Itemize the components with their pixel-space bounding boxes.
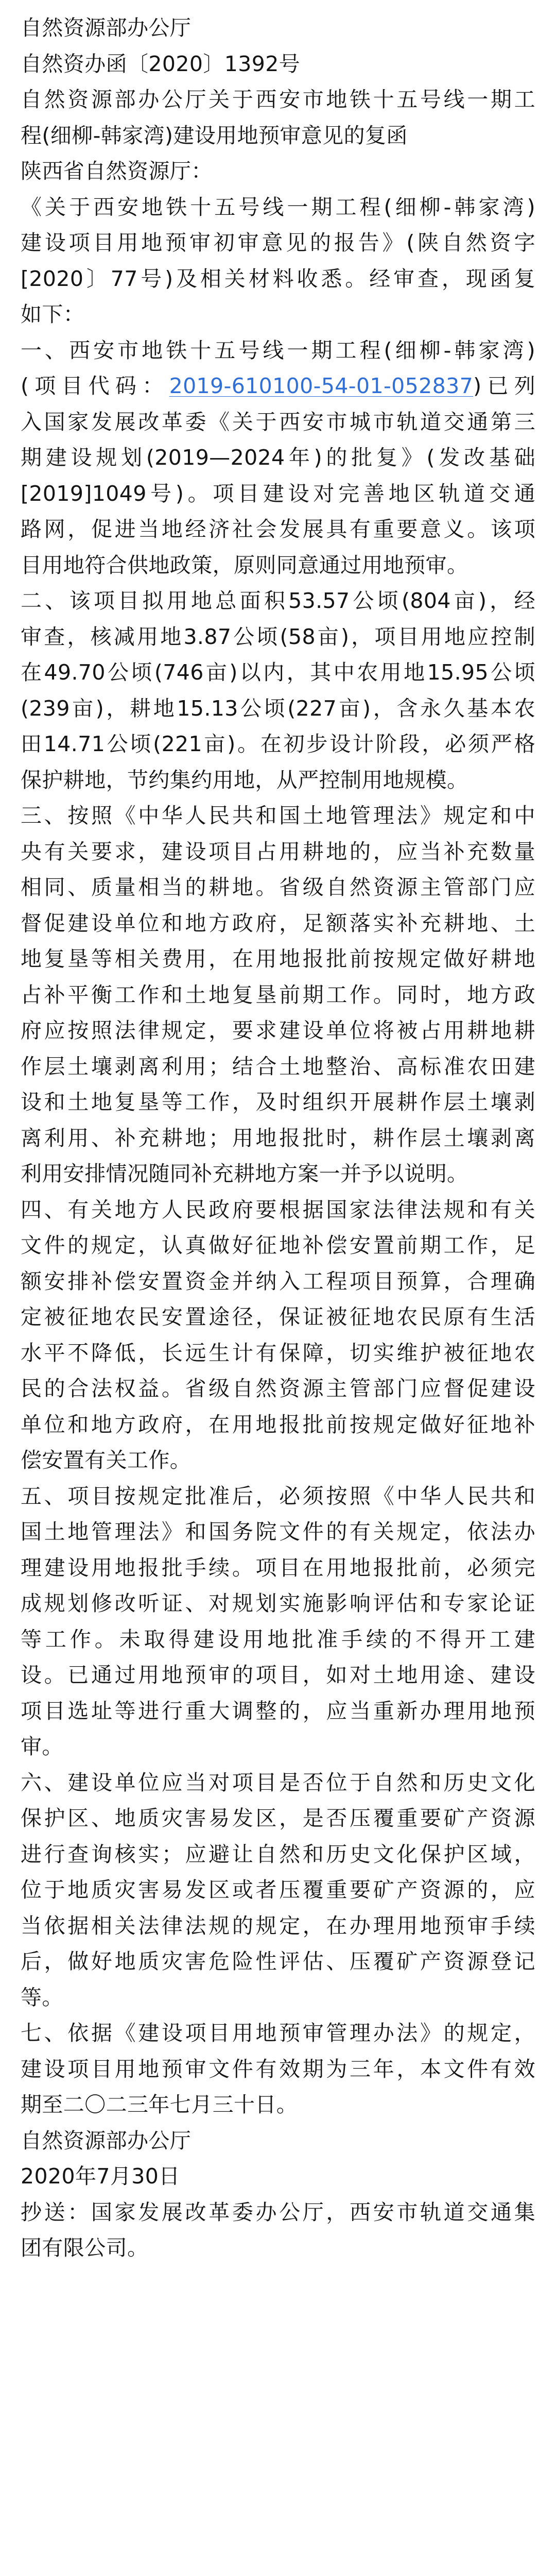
text-line: 等工作。未取得建设用地批准手续的不得开工建	[21, 1626, 535, 1652]
text-line: 抄送：国家发展改革委办公厅，西安市轨道交通集	[21, 2199, 535, 2225]
item-1-paragraph	[21, 333, 535, 584]
issuer: 自然资源部办公厅	[21, 15, 192, 40]
text-line: 五、项目按规定批准后，必须按照《中华人民共和	[21, 1483, 535, 1509]
text-line: 设和土地复垦等工作，及时组织开展耕作层土壤剥	[21, 1090, 535, 1114]
text-line: 保护耕地，节约集约用地，从严控制用地规模。	[21, 767, 468, 792]
text-line: 项目选址等进行重大调整的，应当重新办理用地预	[21, 1698, 535, 1723]
text-line: 利用安排情况随同补充耕地方案一并予以说明。	[21, 1161, 468, 1186]
title-line: 程(细柳-韩家湾)建设用地预审意见的复函	[21, 123, 408, 148]
text-line: 民的合法权益。省级自然资源主管部门应督促建设	[21, 1376, 535, 1401]
text-line: 偿安置有关工作。	[21, 1448, 192, 1472]
item-6-paragraph	[21, 1765, 535, 2016]
text-line: 七、依据《建设项目用地预审管理办法》的规定，	[21, 2021, 535, 2045]
text-line: 田14.71公顷(221亩)。在初步设计阶段，必须严格	[21, 732, 535, 756]
text-line: 单位和地方政府，在用地报批前按规定做好征地补	[21, 1412, 535, 1437]
recipient: 陕西省自然资源厅：	[21, 159, 213, 183]
text-line: [2020〕77号)及相关材料收悉。经审查，现函复	[21, 266, 535, 291]
text-line: 设。已通过用地预审的项目，如对土地用途、建设	[21, 1663, 535, 1687]
text-line: 六、建设单位应当对项目是否位于自然和历史文化	[21, 1770, 535, 1795]
document-title	[21, 82, 535, 154]
text-line: 四、有关地方人民政府要根据国家法律法规和有关	[21, 1197, 535, 1222]
text-line: 在49.70公顷(746亩)以内，其中农用地15.95公顷	[21, 660, 535, 685]
text-line: (239亩)，耕地15.13公顷(227亩)，含永久基本农	[21, 696, 535, 721]
project-code-line	[21, 368, 535, 404]
text-line: 如下：	[21, 302, 85, 327]
text-line: 保护区、地质灾害易发区，是否压覆重要矿产资源	[21, 1806, 535, 1831]
text-line: 二、该项目拟用地总面积53.57公顷(804亩)，经	[21, 588, 535, 613]
text-line: 国土地管理法》和国务院文件的有关规定，依法办	[21, 1519, 535, 1544]
date: 2020年7月30日	[21, 2164, 180, 2189]
item-2-paragraph	[21, 583, 535, 798]
text-line: 水平不降低，长远生计有保障，切实维护被征地农	[21, 1340, 535, 1365]
item-5-paragraph	[21, 1479, 535, 1765]
doc-number: 自然资办函〔2020〕1392号	[21, 51, 301, 76]
item-7-paragraph	[21, 2015, 535, 2123]
text-line: [2019]1049号)。项目建设对完善地区轨道交通	[21, 481, 535, 506]
text-line: 额安排补偿安置资金并纳入工程项目预算，合理确	[21, 1268, 535, 1294]
code-suffix: )已列	[473, 374, 535, 398]
text-line: 审查，核减用地3.87公顷(58亩)，项目用地应控制	[21, 624, 535, 649]
text-line: 审。	[21, 1734, 63, 1759]
text-line: 府应按照法律规定，要求建设单位将被占用耕地耕	[21, 1018, 535, 1043]
text-line: 央有关要求，建设项目占用耕地的，应当补充数量	[21, 839, 535, 864]
text-line: 位于地质灾害易发区或者压覆重要矿产资源的，应	[21, 1877, 535, 1902]
text-line: 离利用、补充耕地；用地报批时，耕作层土壤剥离	[21, 1125, 535, 1150]
text-line: 地复垦等相关费用，在用地报批前按规定做好耕地	[21, 946, 535, 971]
text-line: 进行查询核实；应避让自然和历史文化保护区域，	[21, 1841, 535, 1867]
text-line: 期建设规划(2019—2024年)的批复》(发改基础	[21, 445, 535, 470]
text-line: 路网，促进当地经济社会发展具有重要意义。该项	[21, 517, 535, 541]
text-line: 定被征地农民安置途径，保证被征地农民原有生活	[21, 1304, 535, 1329]
text-line: 相同、质量相当的耕地。省级自然资源主管部门应	[21, 875, 535, 900]
text-line: 团有限公司。	[21, 2235, 149, 2260]
text-line: 文件的规定，认真做好征地补偿安置前期工作，足	[21, 1233, 535, 1258]
text-line: 理建设用地报批手续。项目在用地报批前，必须完	[21, 1555, 535, 1580]
text-line: 目用地符合供地政策，原则同意通过用地预审。	[21, 552, 468, 578]
intro-paragraph	[21, 190, 535, 333]
text-line: 成规划修改听证、对规划实施影响评估和专家论证	[21, 1591, 535, 1616]
cc-paragraph	[21, 2195, 535, 2266]
project-code-link[interactable]: 2019-610100-54-01-052837	[169, 374, 474, 398]
text-line: 作层土壤剥离利用；结合土地整治、高标准农田建	[21, 1054, 535, 1079]
text-line: 期至二〇二三年七月三十日。	[21, 2092, 298, 2117]
code-prefix: (项目代码：	[21, 374, 169, 398]
item-4-paragraph	[21, 1192, 535, 1479]
text-line: 等。	[21, 1985, 63, 2010]
text-line: 占补平衡工作和土地复垦前期工作。同时，地方政	[21, 982, 535, 1007]
signature: 自然资源部办公厅	[21, 2128, 192, 2153]
text-line: 督促建设单位和地方政府，足额落实补充耕地、土	[21, 910, 535, 936]
text-line: 入国家发展改革委《关于西安市城市轨道交通第三	[21, 409, 535, 434]
text-line: 《关于西安地铁十五号线一期工程(细柳-韩家湾)	[21, 194, 535, 219]
item-3-paragraph	[21, 798, 535, 1192]
text-line: 建设项目用地预审文件有效期为三年，本文件有效	[21, 2056, 535, 2081]
text-line: 建设项目用地预审初审意见的报告》(陕自然资字	[21, 230, 535, 255]
text-line: 后，做好地质灾害危险性评估、压覆矿产资源登记	[21, 1949, 535, 1974]
text-line: 当依据相关法律法规的规定，在办理用地预审手续	[21, 1913, 535, 1938]
text-line: 三、按照《中华人民共和国土地管理法》规定和中	[21, 803, 535, 828]
title-line: 自然资源部办公厅关于西安市地铁十五号线一期工	[21, 87, 535, 112]
text-line: 一、西安市地铁十五号线一期工程(细柳-韩家湾)	[21, 337, 535, 363]
